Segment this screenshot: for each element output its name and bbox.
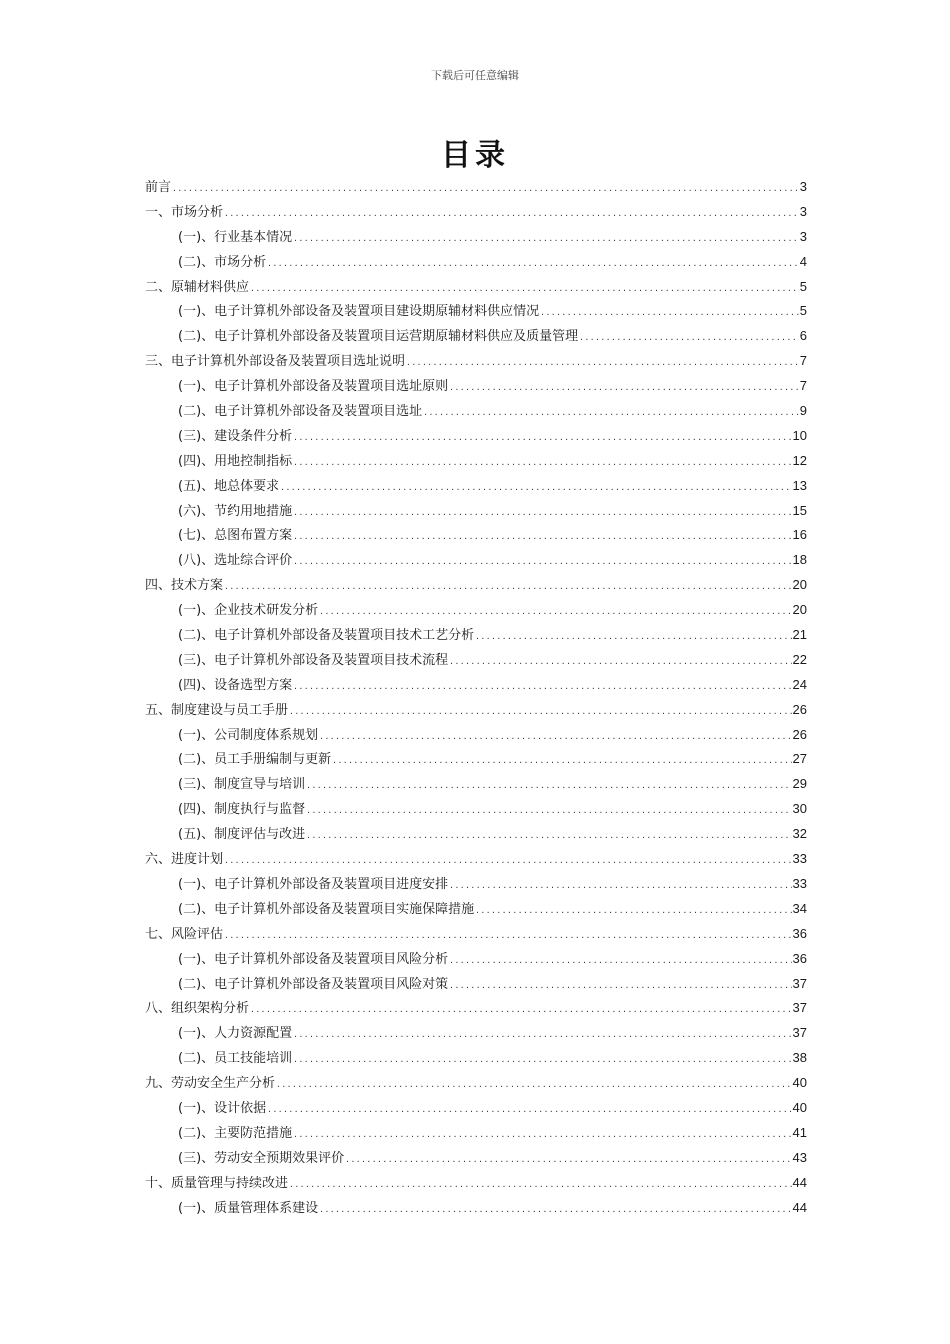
toc-entry-page-number: 44: [792, 1174, 807, 1190]
toc-entry-page-number: 38: [792, 1050, 807, 1066]
toc-entry-label: 八、组织架构分析: [145, 1001, 250, 1017]
toc-dot-leader: [306, 799, 791, 824]
toc-entry-page-number: 21: [792, 627, 807, 643]
toc-section-entry[interactable]: [145, 299, 807, 324]
toc-entry-label: (七)、总图布置方案: [178, 528, 293, 544]
toc-section-entry[interactable]: [145, 947, 807, 972]
toc-chapter-entry[interactable]: [145, 200, 807, 225]
toc-entry-label: (一)、公司制度体系规划: [178, 727, 319, 743]
toc-dot-leader: [293, 501, 791, 526]
toc-entry-page-number: 3: [799, 228, 807, 244]
toc-entry-label: 十、质量管理与持续改进: [145, 1175, 289, 1191]
toc-entry-page-number: 6: [799, 328, 807, 344]
toc-entry-page-number: 18: [792, 552, 807, 568]
toc-dot-leader: [293, 1023, 791, 1048]
toc-entry-page-number: 22: [792, 651, 807, 667]
toc-dot-leader: [293, 426, 791, 451]
toc-entry-label: (一)、电子计算机外部设备及装置项目选址原则: [178, 379, 449, 395]
toc-entry-label: (二)、电子计算机外部设备及装置项目选址: [178, 404, 423, 420]
toc-chapter-entry[interactable]: [145, 349, 807, 374]
toc-entry-label: (二)、电子计算机外部设备及装置项目风险对策: [178, 976, 449, 992]
toc-chapter-entry[interactable]: [145, 847, 807, 872]
toc-section-entry[interactable]: [145, 648, 807, 673]
toc-entry-page-number: 26: [792, 701, 807, 717]
toc-entry-page-number: 20: [792, 602, 807, 618]
toc-dot-leader: [579, 326, 799, 351]
toc-dot-leader: [250, 998, 792, 1023]
toc-dot-leader: [267, 1098, 791, 1123]
toc-entry-label: (二)、电子计算机外部设备及装置项目实施保障措施: [178, 901, 475, 917]
page-header-note: 下载后可任意编辑: [431, 69, 519, 82]
toc-entry-label: (三)、电子计算机外部设备及装置项目技术流程: [178, 652, 449, 668]
toc-section-entry[interactable]: [145, 723, 807, 748]
toc-entry-page-number: 15: [792, 502, 807, 518]
toc-entry-page-number: 16: [792, 527, 807, 543]
toc-dot-leader: [293, 675, 791, 700]
toc-section-entry[interactable]: [145, 449, 807, 474]
toc-dot-leader: [293, 451, 791, 476]
toc-dot-leader: [224, 924, 792, 949]
toc-dot-leader: [449, 949, 791, 974]
toc-section-entry[interactable]: [145, 399, 807, 424]
toc-dot-leader: [280, 476, 791, 501]
toc-entry-page-number: 36: [792, 925, 807, 941]
toc-entry-label: (四)、制度执行与监督: [178, 802, 306, 818]
toc-section-entry[interactable]: [145, 548, 807, 573]
toc-entry-label: (一)、电子计算机外部设备及装置项目建设期原辅材料供应情况: [178, 304, 540, 320]
toc-dot-leader: [475, 899, 791, 924]
toc-list: [145, 175, 807, 1220]
toc-dot-leader: [293, 1123, 791, 1148]
toc-dot-leader: [224, 575, 792, 600]
toc-section-entry[interactable]: [145, 747, 807, 772]
toc-dot-leader: [345, 1148, 791, 1173]
toc-entry-page-number: 33: [792, 851, 807, 867]
toc-dot-leader: [289, 700, 792, 725]
toc-entry-page-number: 9: [799, 403, 807, 419]
toc-section-entry[interactable]: [145, 1021, 807, 1046]
toc-section-entry[interactable]: [145, 374, 807, 399]
toc-section-entry[interactable]: [145, 225, 807, 250]
toc-section-entry[interactable]: [145, 499, 807, 524]
toc-section-entry[interactable]: [145, 822, 807, 847]
toc-entry-label: (三)、制度宣导与培训: [178, 777, 306, 793]
toc-entry-page-number: 34: [792, 900, 807, 916]
toc-dot-leader: [475, 625, 791, 650]
toc-entry-page-number: 3: [799, 203, 807, 219]
toc-entry-page-number: 7: [799, 378, 807, 394]
toc-dot-leader: [449, 376, 799, 401]
toc-dot-leader: [319, 1198, 791, 1223]
toc-entry-page-number: 30: [792, 801, 807, 817]
toc-section-entry[interactable]: [145, 474, 807, 499]
toc-dot-leader: [267, 252, 799, 277]
toc-entry-page-number: 44: [792, 1199, 807, 1215]
toc-entry-page-number: 7: [799, 353, 807, 369]
toc-chapter-entry[interactable]: [145, 573, 807, 598]
toc-dot-leader: [224, 202, 799, 227]
toc-entry-label: 一、市场分析: [145, 204, 224, 220]
toc-entry-page-number: 13: [792, 477, 807, 493]
toc-entry-page-number: 27: [792, 751, 807, 767]
toc-entry-label: (一)、电子计算机外部设备及装置项目进度安排: [178, 876, 449, 892]
toc-chapter-entry[interactable]: [145, 922, 807, 947]
toc-entry-page-number: 5: [799, 303, 807, 319]
toc-dot-leader: [306, 824, 791, 849]
toc-entry-label: (六)、节约用地措施: [178, 503, 293, 519]
toc-dot-leader: [293, 550, 791, 575]
toc-section-entry[interactable]: [145, 772, 807, 797]
toc-entry-page-number: 37: [792, 1025, 807, 1041]
toc-section-entry[interactable]: [145, 673, 807, 698]
toc-entry-page-number: 26: [792, 726, 807, 742]
toc-dot-leader: [332, 749, 791, 774]
toc-chapter-entry[interactable]: [145, 698, 807, 723]
toc-entry-page-number: 36: [792, 950, 807, 966]
toc-entry-label: (四)、设备选型方案: [178, 677, 293, 693]
toc-entry-page-number: 40: [792, 1075, 807, 1091]
toc-section-entry[interactable]: [145, 324, 807, 349]
toc-section-entry[interactable]: [145, 1121, 807, 1146]
toc-entry-page-number: 5: [799, 278, 807, 294]
toc-section-entry[interactable]: [145, 1046, 807, 1071]
toc-entry-page-number: 12: [792, 452, 807, 468]
toc-entry-label: (一)、设计依据: [178, 1100, 267, 1116]
toc-dot-leader: [306, 774, 791, 799]
toc-entry-page-number: 37: [792, 975, 807, 991]
toc-section-entry[interactable]: [145, 250, 807, 275]
toc-entry-page-number: 37: [792, 1000, 807, 1016]
toc-section-entry[interactable]: [145, 872, 807, 897]
toc-dot-leader: [293, 1048, 791, 1073]
toc-entry-page-number: 10: [792, 427, 807, 443]
toc-title: 目录: [441, 138, 509, 173]
toc-dot-leader: [289, 1173, 792, 1198]
toc-entry-label: (一)、人力资源配置: [178, 1026, 293, 1042]
toc-section-entry[interactable]: [145, 972, 807, 997]
toc-dot-leader: [423, 401, 799, 426]
toc-entry-label: (二)、电子计算机外部设备及装置项目技术工艺分析: [178, 628, 475, 644]
toc-chapter-entry[interactable]: [145, 1171, 807, 1196]
toc-entry-page-number: 41: [792, 1124, 807, 1140]
toc-dot-leader: [224, 849, 792, 874]
toc-entry-page-number: 3: [799, 179, 807, 194]
toc-section-entry[interactable]: [145, 598, 807, 623]
toc-entry-page-number: 29: [792, 776, 807, 792]
toc-dot-leader: [406, 351, 799, 376]
toc-entry-label: (五)、地总体要求: [178, 478, 280, 494]
toc-entry-page-number: 32: [792, 826, 807, 842]
toc-entry-label: (一)、企业技术研发分析: [178, 603, 319, 619]
toc-chapter-entry[interactable]: [145, 1071, 807, 1096]
toc-dot-leader: [293, 525, 791, 550]
toc-entry-label: 九、劳动安全生产分析: [145, 1076, 276, 1092]
toc-section-entry[interactable]: [145, 1096, 807, 1121]
toc-section-entry[interactable]: [145, 424, 807, 449]
toc-entry-label: 二、原辅材料供应: [145, 279, 250, 295]
toc-section-entry[interactable]: [145, 523, 807, 548]
toc-chapter-entry[interactable]: [145, 275, 807, 300]
toc-entry-label: (二)、主要防范措施: [178, 1125, 293, 1141]
toc-entry-page-number: 40: [792, 1099, 807, 1115]
toc-entry-label: (四)、用地控制指标: [178, 453, 293, 469]
toc-dot-leader: [319, 725, 791, 750]
toc-entry-page-number: 20: [792, 577, 807, 593]
toc-dot-leader: [276, 1073, 792, 1098]
toc-entry-label: (二)、员工手册编制与更新: [178, 752, 332, 768]
toc-entry-page-number: 24: [792, 676, 807, 692]
toc-entry-label: (一)、电子计算机外部设备及装置项目风险分析: [178, 951, 449, 967]
toc-section-entry[interactable]: [145, 1146, 807, 1171]
toc-entry-label: (八)、选址综合评价: [178, 553, 293, 569]
toc-dot-leader: [449, 874, 791, 899]
toc-entry-label: 前言: [145, 180, 172, 195]
toc-dot-leader: [540, 301, 799, 326]
toc-entry-label: 五、制度建设与员工手册: [145, 702, 289, 718]
toc-entry-label: (五)、制度评估与改进: [178, 827, 306, 843]
toc-section-entry[interactable]: [145, 797, 807, 822]
toc-section-entry[interactable]: [145, 897, 807, 922]
toc-dot-leader: [250, 277, 799, 302]
toc-dot-leader: [449, 650, 791, 675]
toc-chapter-entry[interactable]: [145, 996, 807, 1021]
toc-entry-page-number: 33: [792, 875, 807, 891]
toc-entry-label: (一)、质量管理体系建设: [178, 1200, 319, 1216]
toc-entry-label: (二)、电子计算机外部设备及装置项目运营期原辅材料供应及质量管理: [178, 329, 579, 345]
toc-entry-label: 七、风险评估: [145, 926, 224, 942]
toc-chapter-entry[interactable]: [145, 175, 807, 200]
toc-entry-label: (二)、员工技能培训: [178, 1051, 293, 1067]
toc-entry-label: (三)、劳动安全预期效果评价: [178, 1150, 345, 1166]
toc-entry-label: (二)、市场分析: [178, 254, 267, 270]
toc-entry-label: 三、电子计算机外部设备及装置项目选址说明: [145, 354, 406, 370]
toc-entry-page-number: 4: [799, 253, 807, 269]
toc-section-entry[interactable]: [145, 623, 807, 648]
toc-entry-label: 四、技术方案: [145, 578, 224, 594]
toc-entry-label: (一)、行业基本情况: [178, 229, 293, 245]
toc-section-entry[interactable]: [145, 1196, 807, 1221]
toc-entry-label: 六、进度计划: [145, 852, 224, 868]
toc-dot-leader: [319, 600, 791, 625]
toc-dot-leader: [172, 177, 799, 202]
toc-dot-leader: [449, 974, 791, 999]
toc-dot-leader: [293, 227, 799, 252]
toc-entry-label: (三)、建设条件分析: [178, 428, 293, 444]
toc-entry-page-number: 43: [792, 1149, 807, 1165]
